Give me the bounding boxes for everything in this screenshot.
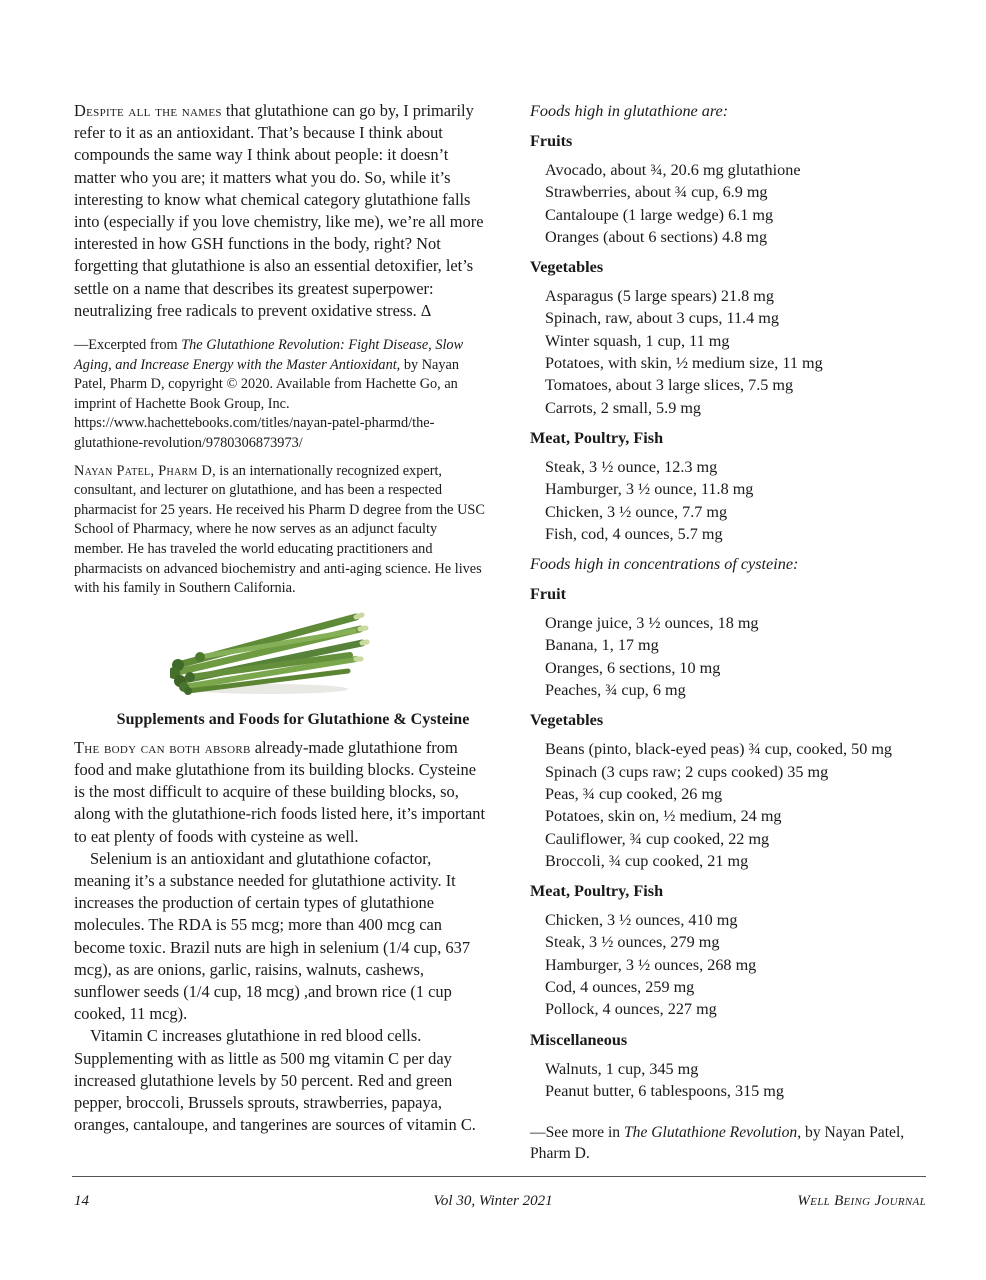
list-item: Steak, 3 ½ ounces, 279 mg [545,933,720,952]
see-more-note [530,1122,930,1164]
list-item: Potatoes, skin on, ½ medium, 24 mg [545,807,782,826]
intro-lead: Despite all the names [74,101,222,120]
list-item: Avocado, about ¾, 20.6 mg glutathione [545,161,801,179]
glutathione-foods-intro: Foods high in glutathione are: [530,102,729,120]
asparagus-spears [170,615,367,695]
list-item: Beans (pinto, black-eyed peas) ¾ cup, cooked, 50 mg [545,740,893,759]
excerpt-credit [74,336,490,454]
cysteine-misc-list [530,1058,930,1103]
asparagus-image [170,607,370,697]
paragraph-vitamin-c: Vitamin C increases glutathione in red blood cells. Supplementing with as little as 500 mg vitamin C per day increased glutathione levels by 50 percent. Red and green pepper, broccoli, Brussels sprouts, strawberries, papaya, oranges, cantaloupe, and tangerines are sources of vitamin C. [74,1026,476,1135]
list-item: Pollock, 4 ounces, 227 mg [545,1000,717,1019]
see-more-suffix: , by Nayan Patel, Pharm D. [530,1124,905,1163]
list-item: Tomatoes, about 3 large slices, 7.5 mg [545,376,794,395]
see-more-book-title: The Glutathione Revolution [623,1124,798,1142]
cysteine-meat-heading: Meat, Poultry, Fish [530,882,664,901]
list-item: Oranges (about 6 sections) 4.8 mg [545,227,768,246]
list-item: Chicken, 3 ½ ounce, 7.7 mg [545,502,728,521]
glutathione-fruits-heading: Fruits [530,132,573,150]
list-item: Carrots, 2 small, 5.9 mg [545,398,702,417]
paragraph-selenium: Selenium is an antioxidant and glutathione cofactor, meaning it’s a substance needed for glutathione activity. It increases the production of certain types of glutathione molecules. The RDA is 55 mcg; more than 400 mcg can become toxic. Brazil nuts are high in selenium (1/4 cup, 637 mcg), as are onions, garlic, raisins, walnuts, cashews, sunflower seeds (1/4 cup, 18 mcg) ,and brown rice (1 cup cooked, 11 mcg). [74,848,471,1024]
list-item: Strawberries, about ¾ cup, 6.9 mg [545,183,768,202]
list-item: Hamburger, 3 ½ ounce, 11.8 mg [545,480,754,499]
right-column [530,100,930,1164]
cysteine-vegetables-list [530,738,930,872]
glutathione-meat-heading: Meat, Poultry, Fish [530,428,664,447]
list-item: Steak, 3 ½ ounce, 12.3 mg [545,457,718,476]
glutathione-meat-list [530,456,930,545]
issue-volume: Vol 30, Winter 2021 [433,1193,553,1209]
list-item: Banana, 1, 17 mg [545,636,659,655]
journal-name: Well Being Journal [797,1193,926,1209]
cysteine-foods-intro: Foods high in concentrations of cysteine: [530,555,799,574]
cysteine-fruit-list [530,612,930,701]
author-bio [74,462,490,599]
glutathione-vegetables-list [530,285,930,419]
glutathione-fruits-list [530,159,930,248]
list-item: Oranges, 6 sections, 10 mg [545,658,721,677]
author-name: Nayan Patel, Pharm D [74,462,213,479]
list-item: Broccoli, ¾ cup cooked, 21 mg [545,851,749,870]
list-item: Fish, cod, 4 ounces, 5.7 mg [545,524,723,543]
see-more-prefix: —See more in [530,1124,624,1142]
intro-paragraph [74,100,490,322]
page-number: 14 [74,1193,89,1209]
author-bio-text: , is an internationally recognized expert, consultant, and lecturer on glutathione, and has been a respected pharmacist for 25 years. He received his Pharm D degree from the USC School of Pharmacy, where he now serves as an adjunct faculty member. He has traveled the world educating practitioners and pharmacists on advanced biochemistry and anti-aging science. He lives with his family in Southern California. [74,462,485,597]
list-item: Peanut butter, 6 tablespoons, 315 mg [545,1081,784,1100]
paragraph-absorb-lead: The body can both absorb [74,737,251,757]
footer-divider [72,1176,926,1177]
section-heading: Supplements and Foods for Glutathione & Cysteine [116,710,470,728]
cysteine-misc-heading: Miscellaneous [530,1030,628,1049]
list-item: Cauliflower, ¾ cup cooked, 22 mg [545,829,770,848]
list-item: Peaches, ¾ cup, 6 mg [545,681,686,700]
excerpt-book-title: The Glutathione Revolution: Fight Disease, Slow Aging, and Increase Energy with the Master Antioxidant, [74,337,464,373]
excerpt-prefix: —Excerpted from [74,337,182,354]
list-item: Chicken, 3 ½ ounces, 410 mg [545,911,738,930]
list-item: Orange juice, 3 ½ ounces, 18 mg [545,614,759,633]
paragraph-absorb [74,737,490,848]
excerpt-details: by Nayan Patel, Pharm D, copyright © 2020. Available from Hachette Go, an imprint of Hachette Book Group, Inc. https://www.hachettebooks.com/titles/nayan-patel-pharmd/the-glutathione-revolution/9780306873973/ [74,356,460,451]
list-item: Winter squash, 1 cup, 11 mg [545,331,730,350]
list-item: Asparagus (5 large spears) 21.8 mg [545,287,774,306]
list-item: Hamburger, 3 ½ ounces, 268 mg [545,955,757,974]
list-item: Spinach, raw, about 3 cups, 11.4 mg [545,309,779,328]
list-item: Spinach (3 cups raw; 2 cups cooked) 35 mg [545,762,829,781]
cysteine-vegetables-heading: Vegetables [530,711,604,730]
left-column [74,100,490,1136]
list-item: Peas, ¾ cup cooked, 26 mg [545,784,723,803]
paragraph-absorb-text: already-made glutathione from food and make glutathione from its building blocks. Cysteine is the most difficult to acquire of these building blocks, so, along with the glutathione-rich foods listed here, it’s important to eat plenty of foods with cysteine as well. [74,737,486,846]
list-item: Walnuts, 1 cup, 345 mg [545,1059,699,1078]
list-item: Cantaloupe (1 large wedge) 6.1 mg [545,205,774,224]
glutathione-vegetables-heading: Vegetables [530,258,604,277]
list-item: Potatoes, with skin, ½ medium size, 11 mg [545,354,823,373]
list-item: Cod, 4 ounces, 259 mg [545,978,695,997]
cysteine-meat-list [530,909,930,1020]
cysteine-fruit-heading: Fruit [530,585,566,604]
intro-text: that glutathione can go by, I primarily refer to it as an antioxidant. That’s because I think about compounds the same way I think about people: it doesn’t matter who you are; it matters what you do. So, while it’s interesting to know what chemical category glutathione falls into (especially if you love chemistry, like me), we’re all more interested in how GSH functions in the body, right? Not forgetting that glutathione is also an essential detoxifier, let’s settle on a name that describes its greatest superpower: neutralizing free radicals to prevent oxidative stress. Δ [74,101,484,320]
